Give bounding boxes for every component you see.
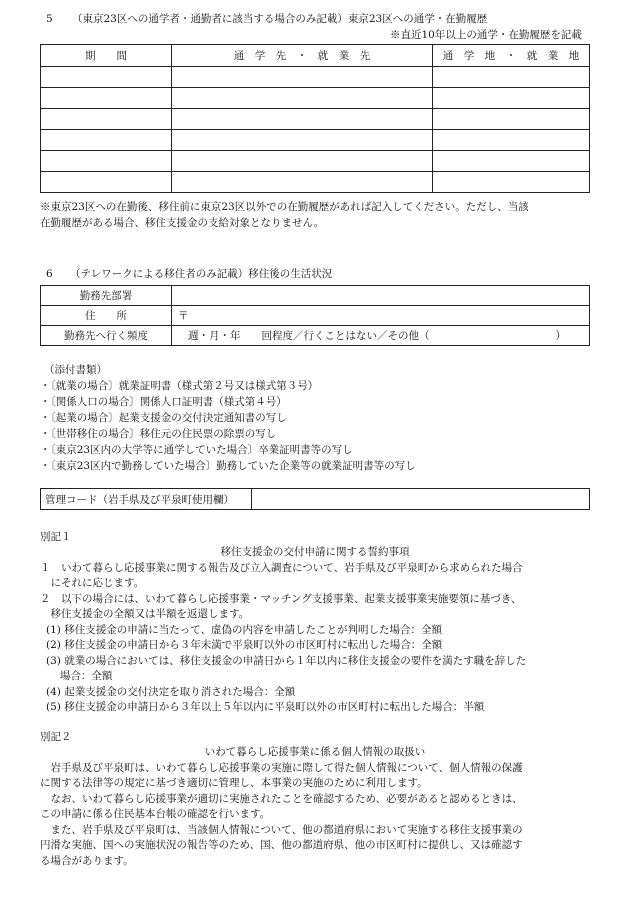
column-header-school-workplace: 通 学 先 ・ 就 業 先	[172, 45, 433, 67]
table-cell[interactable]	[433, 67, 590, 88]
appendix-2-title: いわて暮らし応援事業に係る個人情報の取扱い	[204, 746, 426, 758]
attachment-item: ・〔就業の場合〕就業証明書（様式第２号又は様式第３号）	[40, 380, 319, 392]
table-cell[interactable]	[41, 151, 172, 172]
appendix-1-line: １ いわて暮らし応援事業に関する報告及び立入調査について、岩手県及び平泉町から求められた場合	[40, 562, 523, 574]
table-cell[interactable]	[433, 109, 590, 130]
table-row	[41, 151, 590, 172]
table-cell[interactable]	[172, 109, 433, 130]
section-5-heading: （東京23区への通学者・通勤者に該当する場合のみ記載）東京23区への通学・在勤履歴	[72, 13, 488, 25]
attachment-item: ・〔世帯移住の場合〕移住元の住民票の除票の写し	[40, 428, 277, 440]
label-address: 住 所	[41, 306, 172, 326]
table-cell[interactable]	[433, 88, 590, 109]
table-row	[41, 67, 590, 88]
table-row	[41, 88, 590, 109]
section-6-number: 6	[46, 268, 53, 280]
table-cell[interactable]	[172, 130, 433, 151]
living-status-table	[40, 285, 590, 346]
appendix-2-line: また、岩手県及び平泉町は、当該個人情報について、他の都道府県において実施する移住支援事業の	[40, 824, 523, 836]
appendix-2-line: この申請に係る住民基本台帳の確認を行います。	[40, 808, 271, 820]
management-code-box	[40, 488, 590, 510]
table-cell[interactable]	[41, 130, 172, 151]
management-code-field[interactable]	[252, 489, 590, 510]
appendix-1-line: にそれに応じます。	[40, 577, 145, 589]
attachment-item: ・〔東京23区内で勤務していた場合〕勤務していた企業等の就業証明書等の写し	[40, 460, 416, 472]
section-5-note-line-1: ※東京23区への在勤後、移住前に東京23区以外での在勤履歴があれば記入してください。ただし、当該	[40, 201, 529, 213]
table-cell[interactable]	[433, 130, 590, 151]
column-header-period: 期 間	[41, 45, 172, 67]
table-row	[41, 130, 590, 151]
attachment-item: ・〔関係人口の場合〕関係人口証明書（様式第４号）	[40, 396, 287, 408]
appendix-1-label: 別記１	[40, 531, 72, 543]
section-5-number: 5	[46, 13, 53, 25]
table-cell[interactable]	[172, 151, 433, 172]
column-header-location: 通 学 地 ・ 就 業 地	[433, 45, 590, 67]
label-commute-frequency: 勤務先へ行く頻度	[41, 326, 172, 346]
table-cell[interactable]	[433, 172, 590, 193]
appendix-2-line: 岩手県及び平泉町は、いわて暮らし応援事業の実施に際して得た個人情報について、個人情報の保護	[40, 762, 523, 774]
appendix-1-line: (5) 移住支援金の申請日から３年以上５年以内に平泉町以外の市区町村に転出した場合：半額	[46, 701, 485, 713]
appendix-1-line: 移住支援金の全額又は半額を返還します。	[40, 608, 250, 620]
appendix-1-line: (3) 就業の場合においては、移住支援金の申請日から１年以内に移住支援金の要件を満たす職を辞した	[46, 655, 527, 667]
table-row	[41, 172, 590, 193]
section-5-note-line-2: 在勤履歴がある場合、移住支援金の支給対象となりません。	[40, 217, 325, 229]
section-6-heading: （テレワークによる移住者のみ記載）移住後の生活状況	[70, 268, 333, 280]
appendix-2-line: 円滑な実施、国への実施状況の報告等のため、国、他の都道府県、他の市区町村に提供し、又は確認す	[40, 839, 523, 851]
appendix-1-line: (4) 起業支援金の交付決定を取り消された場合：全額	[46, 686, 296, 698]
commute-frequency-field[interactable]: 週・月・年 回程度／行くことはない／その他（ ）	[172, 326, 590, 346]
appendix-1-title: 移住支援金の交付申請に関する誓約事項	[220, 546, 410, 558]
attachments-title: （添付書類）	[44, 364, 107, 376]
appendix-1-line: (2) 移住支援金の申請日から３年未満で平泉町以外の市区町村に転出した場合：全額	[46, 639, 443, 651]
management-code-label: 管理コード（岩手県及び平泉町使用欄）	[41, 489, 252, 510]
section-5-subnote: ※直近10年以上の通学・在勤履歴を記載	[390, 29, 582, 41]
table-cell[interactable]	[433, 151, 590, 172]
department-field[interactable]	[172, 286, 590, 306]
table-cell[interactable]	[41, 172, 172, 193]
appendix-2-line: に関する法律等の規定に基づき適切に管理し、本事業の実施のために利用します。	[40, 777, 428, 789]
appendix-2-line: なお、いわて暮らし応援事業が適切に実施されたことを確認するため、必要があると認めるときは、	[40, 793, 523, 805]
table-cell[interactable]	[41, 67, 172, 88]
table-cell[interactable]	[41, 109, 172, 130]
table-cell[interactable]	[172, 67, 433, 88]
appendix-1-line: (1) 移住支援金の申請に当たって、虚偽の内容を申請したことが判明した場合：全額	[46, 624, 442, 636]
label-department: 勤務先部署	[41, 286, 172, 306]
appendix-1-line: 場合：全額	[46, 670, 113, 682]
appendix-1-line: ２ 以下の場合には、いわて暮らし応援事業・マッチング支援事業、起業支援事業実施要領に基づき、	[40, 593, 522, 605]
appendix-2-label: 別記２	[40, 731, 72, 743]
table-cell[interactable]	[41, 88, 172, 109]
table-row	[41, 109, 590, 130]
attachment-item: ・〔起業の場合〕起業支援金の交付決定通知書の写し	[40, 412, 287, 424]
attachment-item: ・〔東京23区内の大学等に通学していた場合〕卒業証明書等の写し	[40, 444, 353, 456]
table-cell[interactable]	[172, 88, 433, 109]
appendix-2-line: る場合があります。	[40, 855, 134, 867]
history-table	[40, 44, 590, 193]
table-cell[interactable]	[172, 172, 433, 193]
address-field[interactable]: 〒	[172, 306, 590, 326]
